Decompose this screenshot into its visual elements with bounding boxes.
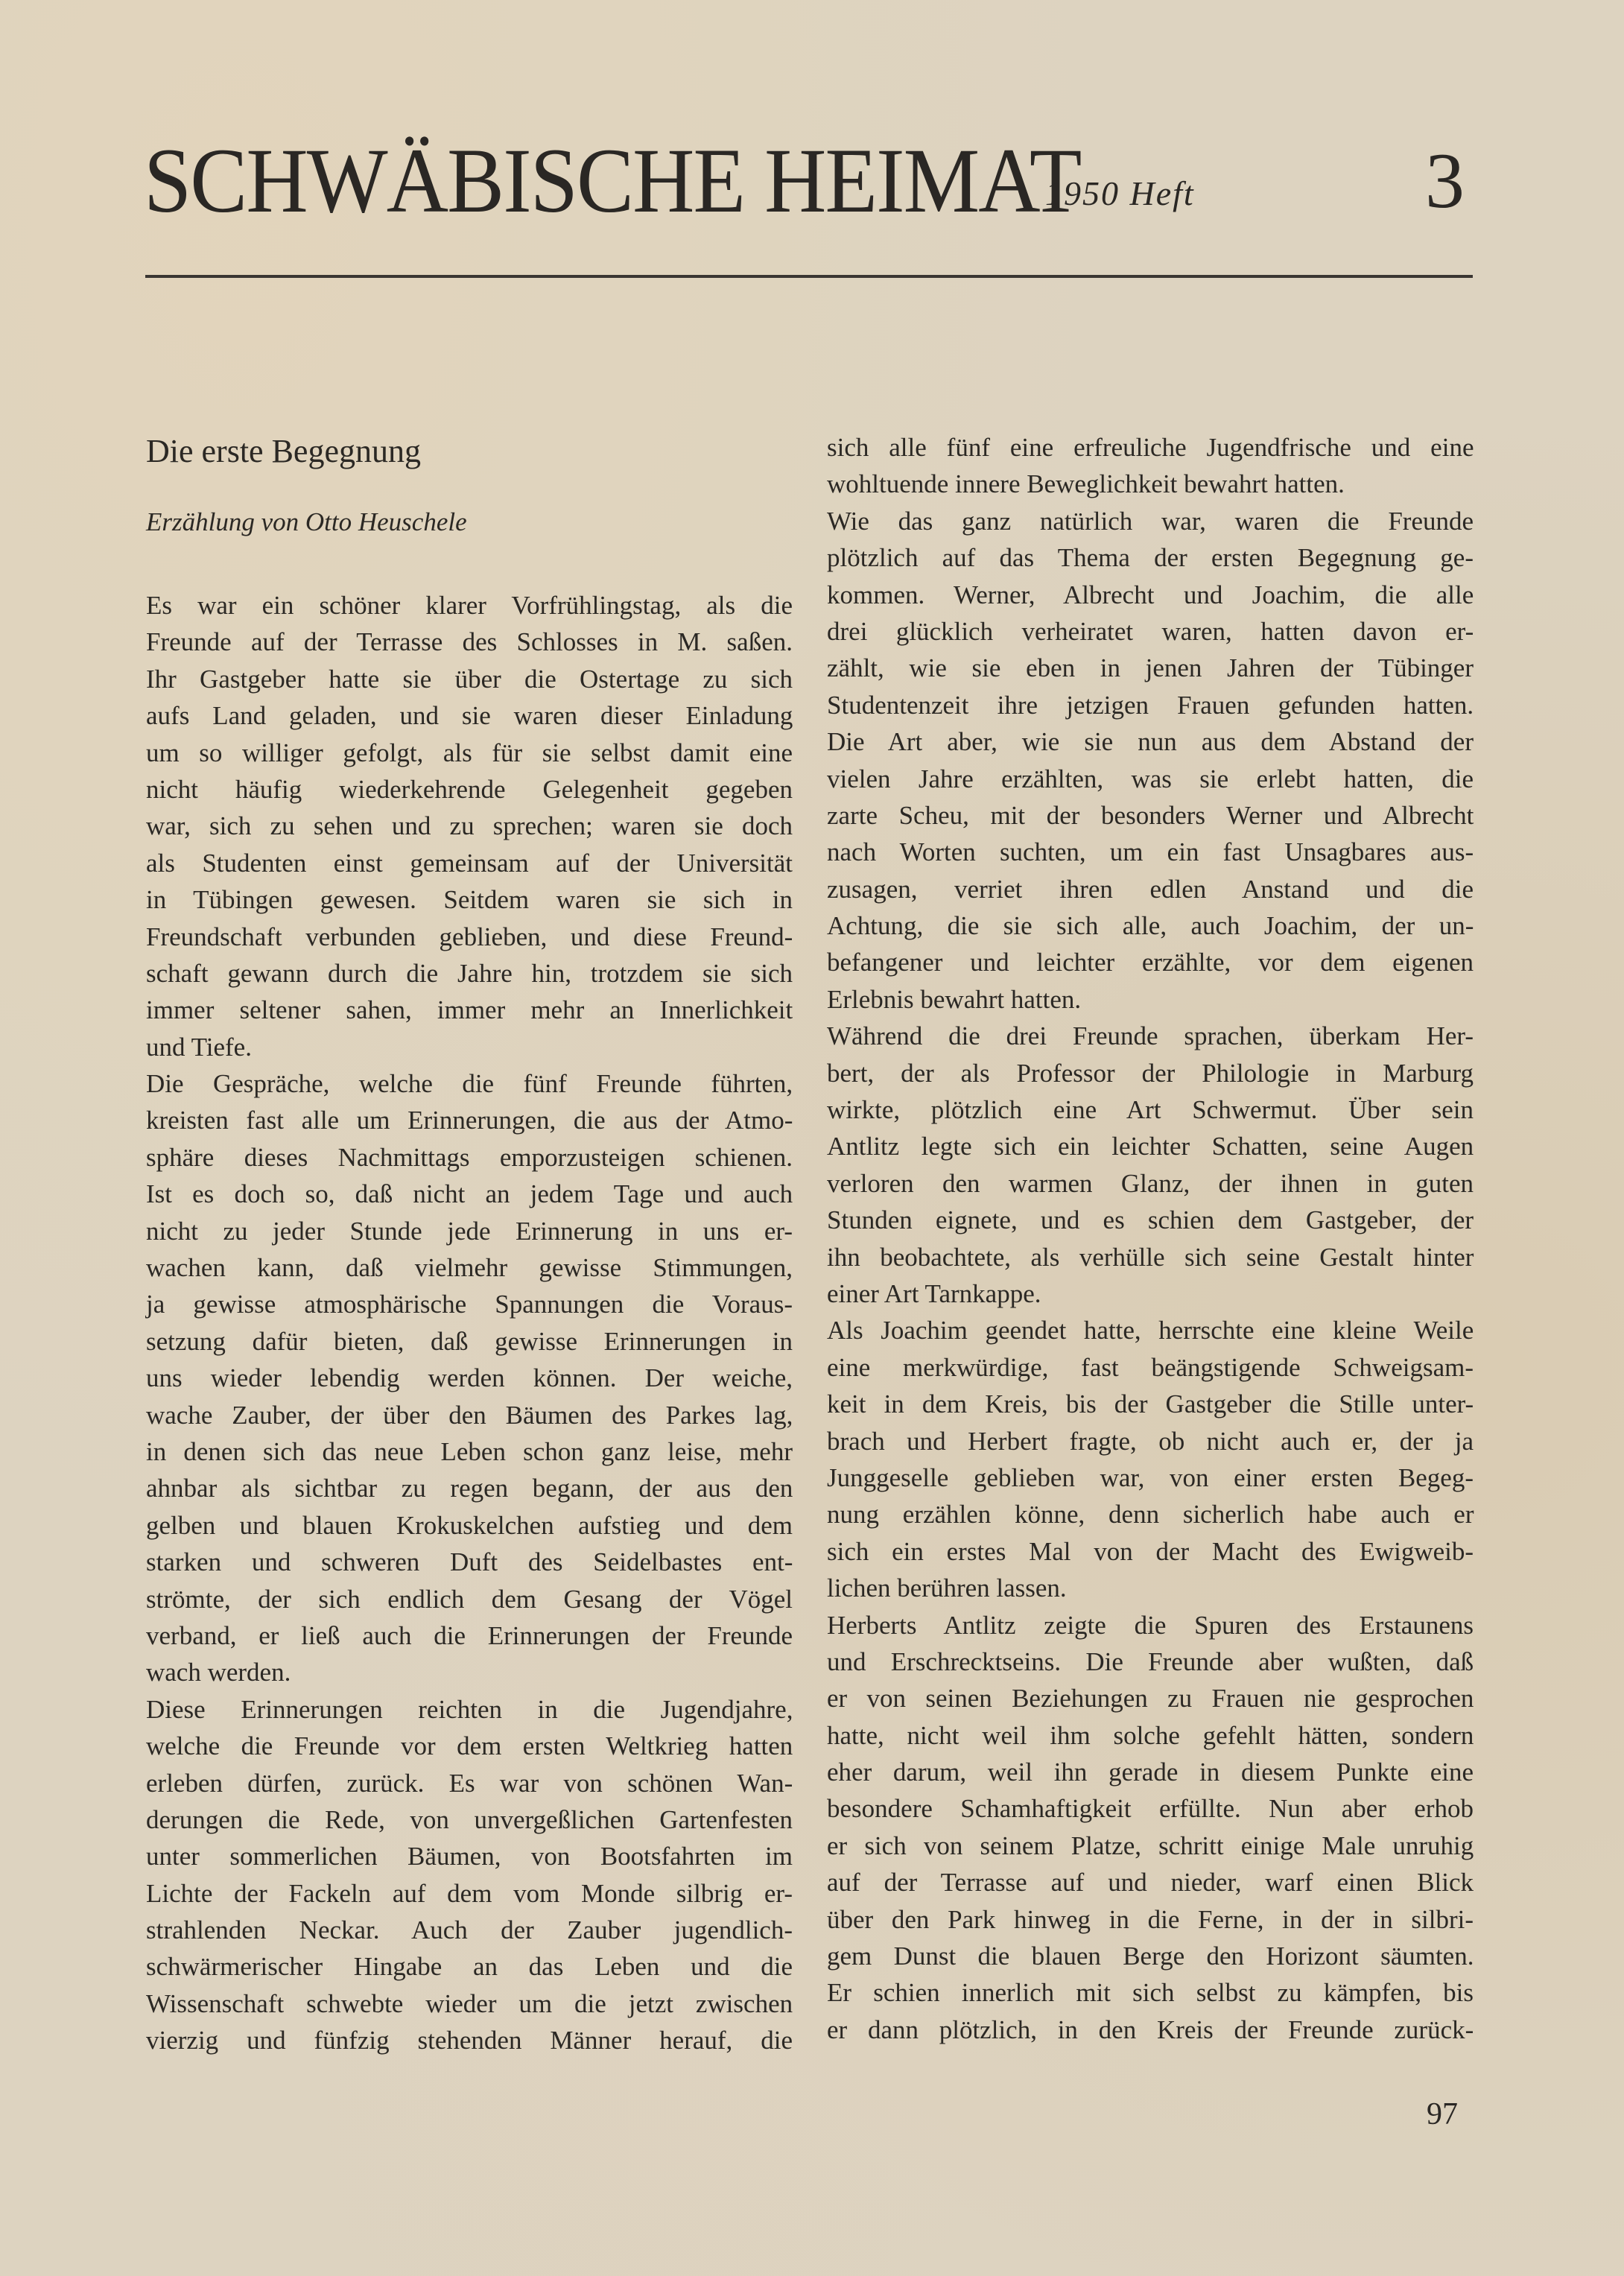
text-line: keit in dem Kreis, bis der Gastgeber die Stille unter- [827, 1389, 1474, 1419]
text-line: Erlebnis bewahrt hatten. [827, 984, 1082, 1014]
text-line: ihn beobachtete, als verhülle sich seine Gestalt hinter [827, 1242, 1474, 1272]
text-line: ja gewisse atmosphärische Spannungen die Voraus- [146, 1290, 793, 1319]
text-line: brach und Herbert fragte, ob nicht auch er, der ja [827, 1426, 1474, 1456]
text-line: sich ein erstes Mal von der Macht des Ewigweib- [827, 1536, 1474, 1566]
text-line: nicht häufig wiederkehrende Gelegenheit gegeben [146, 774, 793, 804]
text-line: auf der Terrasse auf und nieder, warf einen Blick [827, 1868, 1474, 1898]
text-line: und Tiefe. [146, 1032, 252, 1062]
text-line: über den Park hinweg in die Ferne, in der in silbri- [827, 1904, 1474, 1934]
text-line: uns wieder lebendig werden können. Der weiche, [146, 1363, 793, 1393]
article-title: Die erste Begegnung [146, 433, 421, 469]
article-byline: Erzählung von Otto Heuschele [146, 507, 467, 536]
text-line: wirkte, plötzlich eine Art Schwermut. Über sein [827, 1095, 1474, 1125]
text-line: Achtung, die sie sich alle, auch Joachim, der un- [827, 911, 1474, 941]
text-line: war, sich zu sehen und zu sprechen; waren sie doch [146, 811, 793, 841]
text-line: drei glücklich verheiratet waren, hatten davon er- [827, 616, 1474, 646]
text-line: wachen kann, daß vielmehr gewisse Stimmungen, [146, 1253, 793, 1283]
text-line: welche die Freunde vor dem ersten Weltkrieg hatten [146, 1731, 793, 1761]
text-line: nicht zu jeder Stunde jede Erinnerung in uns er- [146, 1216, 793, 1246]
issue-year-label: 1950 Heft [1045, 174, 1195, 212]
text-line: Ihr Gastgeber hatte sie über die Ostertage zu sich [146, 664, 793, 694]
page-number: 97 [1427, 2097, 1458, 2131]
left-column [146, 429, 793, 2059]
text-line: strahlenden Neckar. Auch der Zauber jugendlich- [146, 1915, 793, 1945]
text-line: Stunden eignete, und es schien dem Gastgeber, der [827, 1205, 1474, 1235]
text-line: Diese Erinnerungen reichten in die Jugendjahre, [146, 1694, 793, 1724]
text-line: vielen Jahre erzählten, was sie erlebt hatten, die [827, 764, 1474, 793]
text-line: Es war ein schöner klarer Vorfrühlingstag, als die [146, 591, 793, 620]
text-line: Junggeselle geblieben war, von einer ersten Begeg- [827, 1462, 1474, 1492]
text-line: nung erzählen könne, denn sicherlich habe auch er [827, 1500, 1474, 1530]
text-line: setzung dafür bieten, daß gewisse Erinnerungen in [146, 1326, 793, 1356]
left-column-body [146, 587, 793, 2059]
text-line: gelben und blauen Krokuskelchen aufstieg und dem [146, 1510, 793, 1540]
text-line: nach Worten suchten, um ein fast Unsagbares aus- [827, 837, 1474, 867]
text-line: Lichte der Fackeln auf dem vom Monde silbrig er- [146, 1878, 793, 1908]
text-line: und Erschrecktseins. Die Freunde aber wußten, daß [827, 1646, 1474, 1676]
text-line: sich alle fünf eine erfreuliche Jugendfrische und eine [827, 433, 1474, 462]
text-line: als Studenten einst gemeinsam auf der Universität [146, 848, 793, 878]
text-line: zusagen, verriet ihren edlen Anstand und die [827, 874, 1474, 904]
text-line: einer Art Tarnkappe. [827, 1278, 1041, 1308]
text-line: er sich von seinem Platze, schritt einige Male unruhig [827, 1830, 1474, 1860]
text-line: eher darum, weil ihn gerade in diesem Punkte eine [827, 1757, 1474, 1787]
right-column-body [827, 429, 1474, 2048]
text-line: erleben dürfen, zurück. Es war von schönen Wan- [146, 1768, 793, 1798]
text-line: zarte Scheu, mit der besonders Werner und Albrecht [827, 800, 1474, 830]
text-line: zählt, wie sie eben in jenen Jahren der Tübinger [827, 653, 1474, 683]
text-line: kreisten fast alle um Erinnerungen, die aus der Atmo- [146, 1106, 793, 1135]
text-line: bert, der als Professor der Philologie in Marburg [827, 1058, 1474, 1088]
text-line: Ist es doch so, daß nicht an jedem Tage und auch [146, 1179, 793, 1209]
text-line: Er schien innerlich mit sich selbst zu kämpfen, bis [827, 1978, 1474, 2008]
issue-number: 3 [1425, 137, 1465, 224]
text-line: Wissenschaft schwebte wieder um die jetzt zwischen [146, 1988, 793, 2018]
text-line: eine merkwürdige, fast beängstigende Schweigsam- [827, 1352, 1474, 1382]
text-line: hatte, nicht weil ihm solche gefehlt hätten, sondern [827, 1720, 1474, 1750]
text-line: aufs Land geladen, und sie waren dieser Einladung [146, 701, 793, 731]
text-line: schaft gewann durch die Jahre hin, trotzdem sie sich [146, 958, 793, 988]
text-line: strömte, der sich endlich dem Gesang der Vögel [146, 1584, 793, 1614]
text-line: lichen berühren lassen. [827, 1573, 1067, 1603]
text-line: sphäre dieses Nachmittags emporzusteigen schienen. [146, 1142, 793, 1172]
text-line: Freundschaft verbunden geblieben, und diese Freund- [146, 922, 793, 951]
text-line: unter sommerlichen Bäumen, von Bootsfahrten im [146, 1842, 793, 1871]
text-line: Studentenzeit ihre jetzigen Frauen gefunden hatten. [827, 690, 1474, 720]
text-line: plötzlich auf das Thema der ersten Begegnung ge- [827, 543, 1474, 573]
text-line: Als Joachim geendet hatte, herrschte eine kleine Weile [827, 1316, 1474, 1345]
text-line: ahnbar als sichtbar zu regen begann, der aus den [146, 1474, 793, 1503]
text-line: wach werden. [146, 1658, 291, 1687]
text-line: Während die drei Freunde sprachen, überkam Her- [827, 1021, 1474, 1051]
masthead-divider [145, 275, 1473, 278]
text-line: kommen. Werner, Albrecht und Joachim, die alle [827, 580, 1474, 609]
text-line: wohltuende innere Beweglichkeit bewahrt hatten. [827, 469, 1345, 499]
text-line: er dann plötzlich, in den Kreis der Freunde zurück- [827, 2015, 1474, 2044]
right-column [827, 429, 1474, 2048]
text-line: Herberts Antlitz zeigte die Spuren des Erstaunens [827, 1610, 1474, 1640]
text-line: er von seinen Beziehungen zu Frauen nie gesprochen [827, 1684, 1474, 1714]
text-line: gem Dunst die blauen Berge den Horizont säumten. [827, 1941, 1474, 1971]
text-line: befangener und leichter erzählte, vor dem eigenen [827, 948, 1474, 977]
text-line: um so williger gefolgt, als für sie selbst damit eine [146, 738, 793, 767]
text-line: besondere Schamhaftigkeit erfüllte. Nun aber erhob [827, 1794, 1474, 1824]
text-line: wache Zauber, der über den Bäumen des Parkes lag, [146, 1400, 793, 1430]
text-line: verband, er ließ auch die Erinnerungen der Freunde [146, 1620, 793, 1650]
text-line: vierzig und fünfzig stehenden Männer herauf, die [146, 2026, 793, 2055]
text-line: Die Art aber, wie sie nun aus dem Abstand der [827, 727, 1474, 757]
text-line: in denen sich das neue Leben schon ganz leise, mehr [146, 1436, 793, 1466]
magazine-title: SCHWÄBISCHE HEIMAT [144, 130, 1081, 232]
text-line: verloren den warmen Glanz, der ihnen in guten [827, 1168, 1474, 1198]
text-line: immer seltener sahen, immer mehr an Innerlichkeit [146, 995, 793, 1025]
text-line: derungen die Rede, von unvergeßlichen Gartenfesten [146, 1804, 793, 1834]
text-line: Die Gespräche, welche die fünf Freunde führten, [146, 1069, 793, 1099]
text-line: Wie das ganz natürlich war, waren die Freunde [827, 506, 1474, 536]
text-line: Antlitz legte sich ein leichter Schatten, seine Augen [827, 1132, 1474, 1161]
text-line: starken und schweren Duft des Seidelbastes ent- [146, 1547, 793, 1577]
text-line: in Tübingen gewesen. Seitdem waren sie sich in [146, 885, 793, 915]
text-line: Freunde auf der Terrasse des Schlosses in M. saßen. [146, 627, 793, 657]
text-line: schwärmerischer Hingabe an das Leben und die [146, 1952, 793, 1982]
masthead [144, 130, 1477, 232]
